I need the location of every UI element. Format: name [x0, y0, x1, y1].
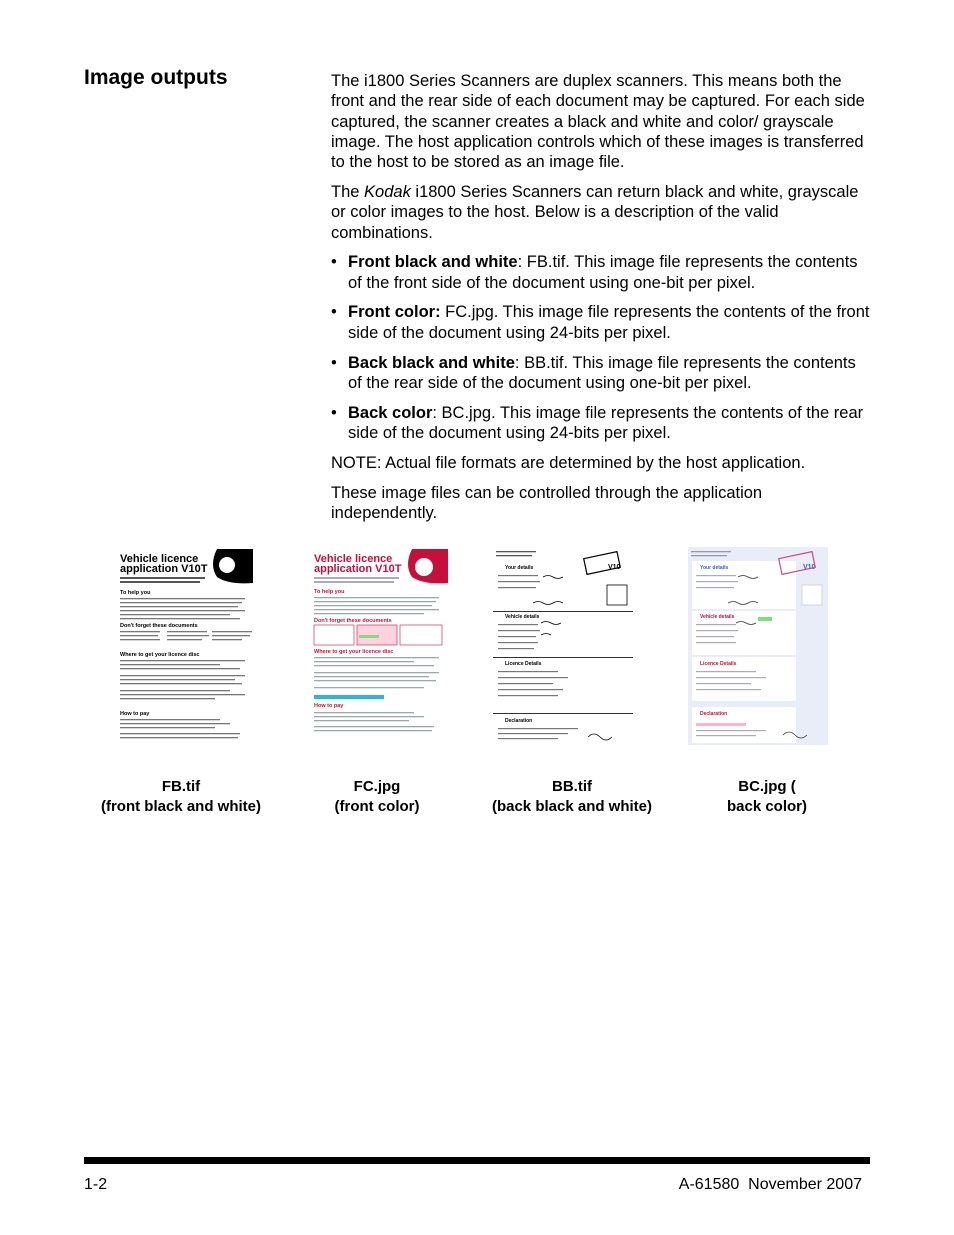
svg-text:V10: V10	[608, 564, 621, 571]
bullet-icon: •	[331, 253, 337, 272]
description-paragraph: The Kodak i1800 Series Scanners can return black and white, grayscale or color images to the host. Below is a description of the valid combinations.	[331, 182, 859, 242]
svg-text:Your details: Your details	[505, 565, 534, 571]
document-id: A-61580 November 2007	[678, 1176, 862, 1193]
footer-rule	[84, 1157, 870, 1164]
bullet-icon: •	[331, 403, 337, 422]
caption-fb: FB.tif (front black and white)	[100, 778, 261, 815]
svg-text:Declaration: Declaration	[700, 711, 728, 717]
svg-text:Where to get your licence disc: Where to get your licence disc	[314, 649, 394, 655]
page-number: 1-2	[84, 1176, 108, 1193]
output-list	[331, 252, 871, 443]
svg-text:How to pay: How to pay	[120, 711, 150, 717]
svg-text:To help you: To help you	[314, 589, 345, 595]
caption-bb: BB.tif (back black and white)	[491, 778, 653, 815]
bullet-icon: •	[331, 303, 337, 322]
list-item: • Back black and white: BB.tif. This image file represents the contents of the rear side of the document using one-bit per pixel.	[331, 353, 856, 392]
svg-text:application V10T: application V10T	[120, 563, 208, 575]
svg-text:Vehicle details: Vehicle details	[700, 614, 735, 620]
svg-text:V10: V10	[803, 564, 816, 571]
thumbnail-front-color	[312, 547, 452, 745]
body-text	[331, 71, 871, 533]
thumbnail-row	[0, 547, 954, 747]
svg-text:Licence Details: Licence Details	[505, 661, 542, 667]
svg-text:Don't forget these documents: Don't forget these documents	[314, 618, 392, 624]
closing-paragraph: These image files can be controlled through the application independently.	[331, 483, 763, 522]
svg-text:Vehicle licence: Vehicle licence	[314, 553, 393, 565]
list-item: • Back color: BC.jpg. This image file represents the contents of the rear side of the document using 24-bits per pixel.	[331, 403, 864, 442]
list-item: • Front black and white: FB.tif. This image file represents the contents of the front side of the document using one-bit per pixel.	[331, 253, 858, 292]
thumbnail-front-bw	[117, 547, 257, 745]
thumbnail-back-color	[688, 547, 828, 745]
svg-text:Licence Details: Licence Details	[700, 661, 737, 667]
brand-kodak: Kodak	[364, 182, 411, 201]
intro-paragraph: The i1800 Series Scanners are duplex scanners. This means both the front and the rear side of each document may be captured. For each side captured, the scanner creates a black and white and color/ grayscale image. The host application controls which of these images is transferred to the host to be stored as an image file.	[331, 72, 865, 172]
caption-bc: BC.jpg ( back color)	[726, 778, 808, 815]
svg-text:Vehicle details: Vehicle details	[505, 614, 540, 620]
svg-text:Your details: Your details	[700, 565, 729, 571]
list-item: • Front color: FC.jpg. This image file represents the contents of the front side of the document using 24-bits per pixel.	[331, 303, 870, 342]
thumbnail-back-bw	[493, 547, 633, 745]
svg-text:Don't forget these documents: Don't forget these documents	[120, 623, 198, 629]
svg-text:application V10T: application V10T	[314, 563, 402, 575]
svg-text:To help you: To help you	[120, 590, 151, 596]
svg-text:Vehicle licence: Vehicle licence	[120, 553, 199, 565]
section-heading: Image outputs	[84, 66, 228, 89]
svg-text:Where to get your licence disc: Where to get your licence disc	[120, 652, 200, 658]
note-paragraph: NOTE: Actual file formats are determined by the host application.	[331, 453, 806, 472]
svg-text:How to pay: How to pay	[314, 703, 344, 709]
caption-fc: FC.jpg (front color)	[334, 778, 420, 815]
svg-text:Declaration: Declaration	[505, 718, 533, 724]
bullet-icon: •	[331, 353, 337, 372]
